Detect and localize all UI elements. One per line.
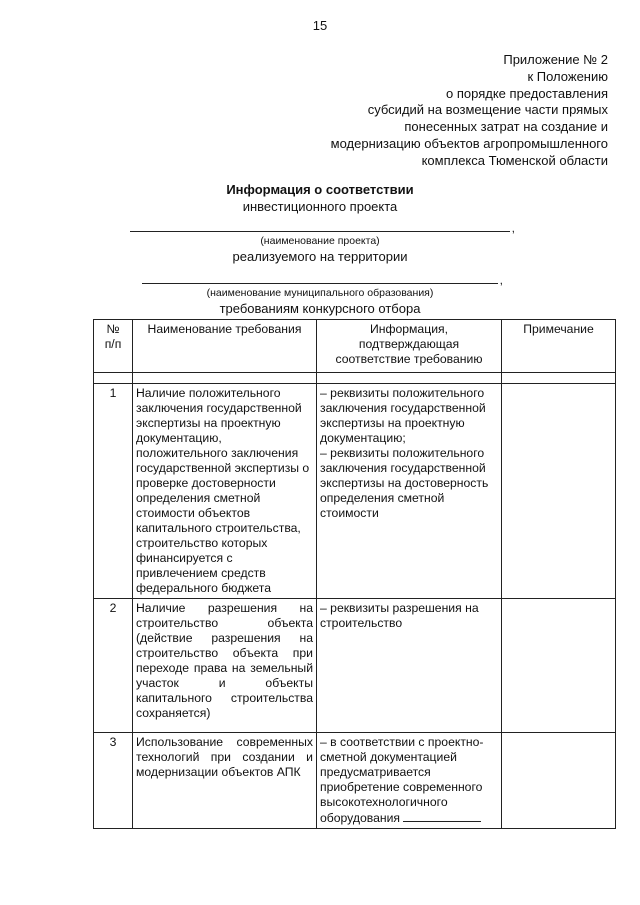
- header-info: [317, 320, 502, 373]
- row-requirement: Наличие разрешения на строительство объекта (действие разрешения на строительство объекта при переходе права на земельный участок и объекты капитального строительства сохраняется): [133, 599, 317, 733]
- header-num: [94, 320, 133, 373]
- row-note: [502, 733, 616, 829]
- table-row: [94, 733, 616, 829]
- table-row: [94, 599, 616, 733]
- territory-line: реализуемого на территории: [232, 249, 408, 264]
- appendix-line: о порядке предоставления: [446, 85, 608, 101]
- header-note-text: Примечание: [523, 322, 594, 336]
- appendix-line: модернизацию объектов агропромышленного: [330, 135, 608, 151]
- municipality-caption: (наименование муниципального образования): [206, 287, 434, 299]
- row-num: 3: [94, 733, 133, 829]
- header-num-text: № п/п: [104, 322, 122, 351]
- row-info-text: – в соответствии с проектно-сметной документацией предусматривается приобретение современного высокотехнологичного оборудования: [320, 735, 484, 825]
- row-note: [502, 384, 616, 599]
- appendix-line: Приложение № 2: [503, 52, 608, 67]
- document-title-block: [0, 181, 640, 317]
- header-name: [133, 320, 317, 373]
- project-name-blank: ,: [130, 217, 510, 232]
- row-note: [502, 599, 616, 733]
- requirements-line: требованиям конкурсного отбора: [219, 301, 421, 316]
- header-name-text: Наименование требования: [147, 322, 302, 336]
- document-title: Информация о соответствии: [226, 182, 414, 197]
- appendix-line: понесенных затрат на создание и: [404, 119, 608, 135]
- table-spacer-row: [94, 373, 616, 384]
- fill-in-blank: [403, 810, 481, 822]
- appendix-line: субсидий на возмещение части прямых: [367, 102, 608, 118]
- row-info: – реквизиты разрешения на строительство: [317, 599, 502, 733]
- title-subline: инвестиционного проекта: [242, 199, 398, 214]
- row-info: – реквизиты положительного заключения государственной экспертизы на проектную документацию; – реквизиты положительного заключения государственной экспертизы на достоверность определения сметной стоимости: [317, 384, 502, 599]
- row-num: 2: [94, 599, 133, 733]
- header-info-text: Информация, подтверждающая соответствие требованию: [335, 322, 483, 366]
- requirements-table: [93, 319, 616, 829]
- row-info: [317, 733, 502, 829]
- page-number: 15: [312, 18, 328, 33]
- appendix-line: к Положению: [527, 68, 608, 84]
- municipality-blank: ,: [142, 269, 498, 284]
- appendix-header: [331, 52, 608, 170]
- header-note: [502, 320, 616, 373]
- project-name-caption: (наименование проекта): [260, 235, 380, 247]
- row-num: 1: [94, 384, 133, 599]
- appendix-line: комплекса Тюменской области: [421, 152, 608, 168]
- table-header-row: [94, 320, 616, 373]
- row-requirement: Наличие положительного заключения государственной экспертизы на проектную документацию, положительного заключения государственной экспертизы о проверке достоверности определения сметной стоимости объектов капитального строительства, строительство которых финансируется с привлечением средств федерального бюджета: [133, 384, 317, 599]
- row-requirement: Использование современных технологий при создании и модернизации объектов АПК: [133, 733, 317, 829]
- table-row: [94, 384, 616, 599]
